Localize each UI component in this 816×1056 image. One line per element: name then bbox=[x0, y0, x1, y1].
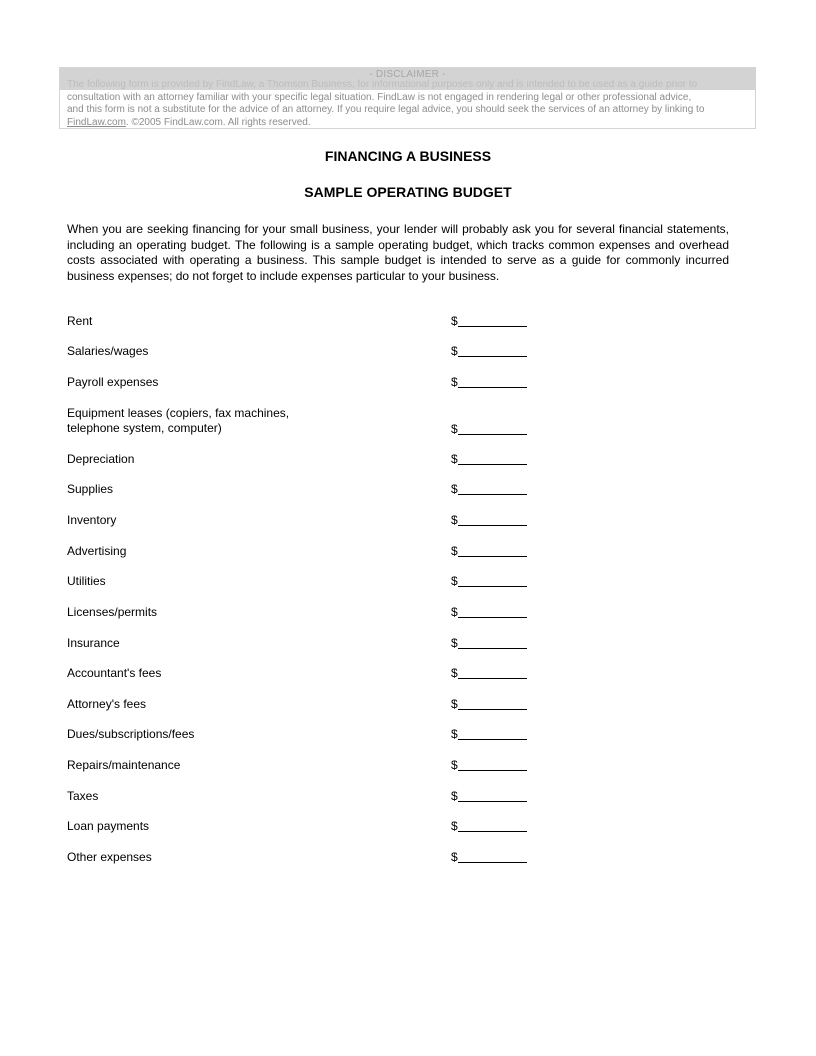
budget-item-label bbox=[67, 375, 367, 390]
disclaimer-line-1: The following form is provided by FindLaw, a Thomson Business, for informational purposes only and is intended to be used as a guide prior to bbox=[67, 79, 698, 90]
budget-item-label-line: Depreciation bbox=[67, 452, 135, 466]
budget-amount-field[interactable] bbox=[451, 422, 527, 437]
currency-symbol: $ bbox=[451, 513, 458, 527]
budget-item-label bbox=[67, 819, 367, 834]
disclaimer-text bbox=[67, 79, 748, 129]
budget-amount-field[interactable] bbox=[451, 819, 527, 834]
currency-symbol: $ bbox=[451, 574, 458, 588]
budget-row bbox=[67, 482, 537, 497]
disclaimer-line-2: consultation with an attorney familiar with your specific legal situation. FindLaw is not engaged in rendering legal or other professional advice, bbox=[67, 91, 692, 103]
budget-amount-field[interactable] bbox=[451, 314, 527, 329]
budget-row bbox=[67, 452, 537, 467]
budget-item-label-line: Rent bbox=[67, 314, 93, 328]
budget-row bbox=[67, 697, 537, 712]
budget-amount-field[interactable] bbox=[451, 544, 527, 559]
currency-symbol: $ bbox=[451, 666, 458, 680]
budget-row bbox=[67, 666, 537, 681]
budget-amount-field[interactable] bbox=[451, 758, 527, 773]
budget-item-label-line: Salaries/wages bbox=[67, 344, 149, 358]
budget-item-label-line: Licenses/permits bbox=[67, 605, 158, 619]
budget-item-label bbox=[67, 758, 367, 773]
budget-amount-field[interactable] bbox=[451, 375, 527, 390]
budget-item-label-line: Advertising bbox=[67, 544, 127, 558]
currency-symbol: $ bbox=[451, 422, 458, 436]
budget-amount-field[interactable] bbox=[451, 697, 527, 712]
intro-paragraph: When you are seeking financing for your small business, your lender will probably ask you for several financial statements, including an operating budget. The following is a sample operating budget, which tracks common expenses and overhead costs associated with operating a business. This sample budget is intended to serve as a guide for commonly incurred business expenses; do not forget to include expenses particular to your business. bbox=[67, 222, 729, 283]
budget-item-label bbox=[67, 406, 367, 436]
findlaw-link[interactable]: FindLaw.com bbox=[67, 116, 126, 128]
budget-item-label-line: Repairs/maintenance bbox=[67, 758, 181, 772]
budget-item-label-line: Other expenses bbox=[67, 850, 152, 864]
budget-row bbox=[67, 605, 537, 620]
amount-blank-line[interactable] bbox=[458, 666, 527, 679]
currency-symbol: $ bbox=[451, 789, 458, 803]
budget-item-label bbox=[67, 697, 367, 712]
budget-row bbox=[67, 758, 537, 773]
budget-amount-field[interactable] bbox=[451, 574, 527, 589]
budget-item-label-line: Inventory bbox=[67, 513, 117, 527]
budget-item-label bbox=[67, 850, 367, 865]
document-title: FINANCING A BUSINESS bbox=[324, 148, 492, 164]
currency-symbol: $ bbox=[451, 314, 458, 328]
budget-amount-field[interactable] bbox=[451, 789, 527, 804]
budget-amount-field[interactable] bbox=[451, 850, 527, 865]
budget-item-label-line: Loan payments bbox=[67, 819, 150, 833]
disclaimer-box bbox=[59, 67, 756, 129]
budget-item-label bbox=[67, 574, 367, 589]
disclaimer-line-4 bbox=[67, 117, 748, 130]
amount-blank-line[interactable] bbox=[458, 344, 527, 357]
budget-item-label-line: Attorney's fees bbox=[67, 697, 146, 711]
amount-blank-line[interactable] bbox=[458, 819, 527, 832]
amount-blank-line[interactable] bbox=[458, 758, 527, 771]
amount-blank-line[interactable] bbox=[458, 605, 527, 618]
amount-blank-line[interactable] bbox=[458, 636, 527, 649]
budget-item-label bbox=[67, 482, 367, 497]
budget-amount-field[interactable] bbox=[451, 666, 527, 681]
budget-row bbox=[67, 406, 537, 437]
currency-symbol: $ bbox=[451, 636, 458, 650]
amount-blank-line[interactable] bbox=[458, 314, 527, 327]
amount-blank-line[interactable] bbox=[458, 422, 527, 435]
budget-item-label-line: Accountant's fees bbox=[67, 666, 162, 680]
budget-item-label bbox=[67, 452, 367, 467]
budget-row bbox=[67, 375, 537, 390]
budget-item-label bbox=[67, 314, 367, 329]
budget-item-label-line: Supplies bbox=[67, 482, 114, 496]
budget-row bbox=[67, 789, 537, 804]
disclaimer-copyright: . ©2005 FindLaw.com. All rights reserved. bbox=[125, 116, 311, 128]
budget-item-label-line: telephone system, computer) bbox=[67, 421, 222, 435]
amount-blank-line[interactable] bbox=[458, 375, 527, 388]
budget-row bbox=[67, 544, 537, 559]
budget-row bbox=[67, 636, 537, 651]
budget-item-label bbox=[67, 636, 367, 651]
budget-item-label bbox=[67, 544, 367, 559]
budget-amount-field[interactable] bbox=[451, 727, 527, 742]
amount-blank-line[interactable] bbox=[458, 789, 527, 802]
budget-item-label-line: Dues/subscriptions/fees bbox=[67, 727, 195, 741]
currency-symbol: $ bbox=[451, 344, 458, 358]
disclaimer-title: - DISCLAIMER - bbox=[369, 69, 446, 80]
currency-symbol: $ bbox=[451, 482, 458, 496]
budget-item-label-line: Taxes bbox=[67, 789, 99, 803]
currency-symbol: $ bbox=[451, 850, 458, 864]
budget-item-label-line: Payroll expenses bbox=[67, 375, 159, 389]
budget-item-label bbox=[67, 727, 367, 742]
budget-row bbox=[67, 850, 537, 865]
currency-symbol: $ bbox=[451, 375, 458, 389]
budget-row bbox=[67, 819, 537, 834]
budget-item-label-line: Insurance bbox=[67, 636, 120, 650]
budget-amount-field[interactable] bbox=[451, 344, 527, 359]
budget-item-label-line: Utilities bbox=[67, 574, 106, 588]
disclaimer-line-3: and this form is not a substitute for the advice of an attorney. If you require legal advice, you should seek the services of an attorney by linking to bbox=[67, 104, 705, 116]
amount-blank-line[interactable] bbox=[458, 697, 527, 710]
currency-symbol: $ bbox=[451, 758, 458, 772]
amount-blank-line[interactable] bbox=[458, 482, 527, 495]
budget-row bbox=[67, 344, 537, 359]
amount-blank-line[interactable] bbox=[458, 544, 527, 557]
currency-symbol: $ bbox=[451, 605, 458, 619]
budget-amount-field[interactable] bbox=[451, 605, 527, 620]
currency-symbol: $ bbox=[451, 697, 458, 711]
amount-blank-line[interactable] bbox=[458, 452, 527, 465]
amount-blank-line[interactable] bbox=[458, 727, 527, 740]
budget-item-label-line: Equipment leases (copiers, fax machines, bbox=[67, 406, 290, 420]
budget-item-label bbox=[67, 513, 367, 528]
budget-row bbox=[67, 314, 537, 329]
currency-symbol: $ bbox=[451, 819, 458, 833]
budget-amount-field[interactable] bbox=[451, 482, 527, 497]
budget-row bbox=[67, 574, 537, 589]
currency-symbol: $ bbox=[451, 544, 458, 558]
amount-blank-line[interactable] bbox=[458, 574, 527, 587]
amount-blank-line[interactable] bbox=[458, 850, 527, 863]
budget-amount-field[interactable] bbox=[451, 636, 527, 651]
budget-row bbox=[67, 727, 537, 742]
budget-item-label bbox=[67, 605, 367, 620]
budget-row bbox=[67, 513, 537, 528]
amount-blank-line[interactable] bbox=[458, 513, 527, 526]
budget-amount-field[interactable] bbox=[451, 513, 527, 528]
budget-item-label bbox=[67, 344, 367, 359]
currency-symbol: $ bbox=[451, 452, 458, 466]
document-subtitle: SAMPLE OPERATING BUDGET bbox=[304, 184, 512, 200]
budget-amount-field[interactable] bbox=[451, 452, 527, 467]
budget-item-label bbox=[67, 666, 367, 681]
currency-symbol: $ bbox=[451, 727, 458, 741]
budget-item-label bbox=[67, 789, 367, 804]
